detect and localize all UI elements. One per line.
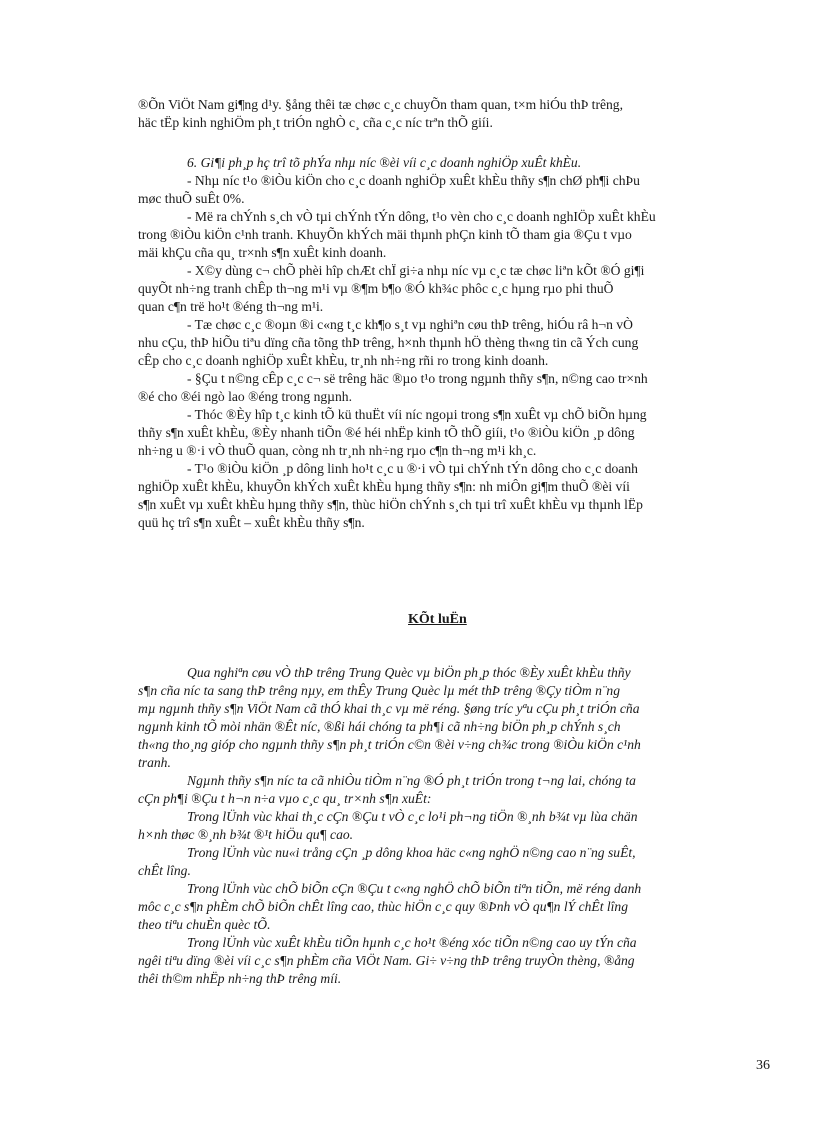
body-line: trong ®iÒu kiÖn c¹nh tranh. KhuyÕn khÝch mäi thµnh phÇn kinh tÕ tham gia ®Çu t vµo xyxy=(138,227,632,242)
body-line: s¶n xuÊt vµ xuÊt khÈu hµng thñy s¶n, thùc hiÖn chÝnh s¸ch tµi trî xuÊt khÈu vµ thµnh lËp xyxy=(138,497,643,512)
conclusion-line: Trong lÜnh vùc khai th¸c cÇn ®Çu t vÒ c¸c lo¹i ph¬ng tiÖn ®¸nh b¾t vµ lùa chän xyxy=(187,809,638,824)
body-line: - T¹o ®iÒu kiÖn ¸p dông linh ho¹t c¸c u ®·i vÒ tµi chÝnh tÝn dông cho c¸c doanh xyxy=(187,461,638,476)
conclusion-title: KÕt luËn xyxy=(408,612,467,627)
conclusion-line: s¶n cña níc ta sang thÞ trêng nµy, em thÊy Trung Quèc lµ mét thÞ trêng ®Çy tiÒm n¨ng xyxy=(138,683,621,698)
intro-line: ®Õn ViÖt Nam gi¶ng d¹y. §ång thêi tæ chøc c¸c chuyÕn tham quan, t×m hiÓu thÞ trêng, xyxy=(138,97,623,112)
body-line: quan c¶n trë ho¹t ®éng th¬ng m¹i. xyxy=(138,299,324,314)
body-line: mäi khÇu cña qu¸ tr×nh s¶n xuÊt kinh doanh. xyxy=(138,245,387,260)
body-line: - Thóc ®Èy hîp t¸c kinh tÕ kü thuËt víi níc ngoµi trong s¶n xuÊt vµ chÕ biÕn hµng xyxy=(187,407,647,422)
body-line: - §Çu t n©ng cÊp c¸c c¬ së trêng häc ®µo t¹o trong ngµnh thñy s¶n, n©ng cao tr×nh xyxy=(187,371,648,386)
conclusion-line: Qua nghiªn cøu vÒ thÞ trêng Trung Quèc vµ biÖn ph¸p thóc ®Èy xuÊt khÈu thñy xyxy=(187,665,631,680)
conclusion-line: thêi th©m nhËp nh÷ng thÞ trêng míi. xyxy=(138,971,342,986)
conclusion-line: h×nh thøc ®¸nh b¾t ®¹t hiÖu qu¶ cao. xyxy=(138,827,354,842)
conclusion-line: ngêi tiªu dïng ®èi víi c¸c s¶n phÈm cña ViÖt Nam. Gi÷ v÷ng thÞ trêng truyÒn thèng, ®ång xyxy=(138,953,635,968)
body-line: nh÷ng u ®·i vÒ thuÕ quan, còng nh tr¸nh nh÷ng rµo c¶n th¬ng m¹i kh¸c. xyxy=(138,443,537,458)
conclusion-line: Ngµnh thñy s¶n níc ta cã nhiÒu tiÒm n¨ng ®Ó ph¸t triÓn trong t¬ng lai, chóng ta xyxy=(187,773,636,788)
body-line: nhu cÇu, thÞ hiÕu tiªu dïng cña tõng thÞ trêng, h×nh thµnh hÖ thèng th«ng tin cã Ých cung xyxy=(138,335,639,350)
conclusion-line: Trong lÜnh vùc chÕ biÕn cÇn ®Çu t c«ng nghÖ chÕ biÕn tiªn tiÕn, më réng danh xyxy=(187,881,642,896)
intro-line: häc tËp kinh nghiÖm ph¸t triÓn nghÒ c¸ cña c¸c níc trªn thÕ giíi. xyxy=(138,115,493,130)
body-line: quü hç trî s¶n xuÊt – xuÊt khÈu thñy s¶n. xyxy=(138,515,365,530)
conclusion-line: Trong lÜnh vùc xuÊt khÈu tiÕn hµnh c¸c ho¹t ®éng xóc tiÕn n©ng cao uy tÝn cña xyxy=(187,935,637,950)
page-number: 36 xyxy=(756,1058,770,1073)
body-line: cÊp cho c¸c doanh nghiÖp xuÊt khÈu, tr¸nh nh÷ng rñi ro trong kinh doanh. xyxy=(138,353,549,368)
body-line: - Nhµ níc t¹o ®iÒu kiÖn cho c¸c doanh nghiÖp xuÊt khÈu thñy s¶n chØ ph¶i chÞu xyxy=(187,173,640,188)
conclusion-line: mµ ngµnh thñy s¶n ViÖt Nam cã thÓ khai th¸c vµ më réng. §øng tríc yªu cÇu ph¸t triÓn cña xyxy=(138,701,640,716)
conclusion-line: theo tiªu chuÈn quèc tÕ. xyxy=(138,917,271,932)
conclusion-line: chÊt lîng. xyxy=(138,863,191,878)
body-line: nghiÖp xuÊt khÈu, khuyÕn khÝch xuÊt khÈu hµng thñy s¶n: nh miÔn gi¶m thuÕ ®èi víi xyxy=(138,479,630,494)
body-line: quyÕt nh÷ng tranh chÊp th¬ng m¹i vµ ®¶m b¶o ®Ó kh¾c phôc c¸c hµng rµo phi thuÕ xyxy=(138,281,614,296)
conclusion-line: cÇn ph¶i ®Çu t h¬n n÷a vµo c¸c qu¸ tr×nh s¶n xuÊt: xyxy=(138,791,432,806)
body-line: - X©y dùng c¬ chÕ phèi hîp chÆt chÏ gi÷a nhµ níc vµ c¸c tæ chøc liªn kÕt ®Ó gi¶i xyxy=(187,263,645,278)
body-line: thñy s¶n xuÊt khÈu, ®Èy nhanh tiÕn ®é héi nhËp kinh tÕ thÕ giíi, t¹o ®iÒu kiÖn ¸p dông xyxy=(138,425,635,440)
body-line: - Tæ chøc c¸c ®oµn ®i c«ng t¸c kh¶o s¸t vµ nghiªn cøu thÞ trêng, hiÓu râ h¬n vÒ xyxy=(187,317,633,332)
body-line: ®é cho ®éi ngò lao ®éng trong ngµnh. xyxy=(138,389,352,404)
conclusion-line: Trong lÜnh vùc nu«i trång cÇn ¸p dông khoa häc c«ng nghÖ n©ng cao n¨ng suÊt, xyxy=(187,845,636,860)
conclusion-line: th«ng tho¸ng gióp cho ngµnh thñy s¶n ph¸t triÓn c©n ®èi v÷ng ch¾c trong ®iÒu kiÖn c¹nh xyxy=(138,737,641,752)
body-line: - Më ra chÝnh s¸ch vÒ tµi chÝnh tÝn dông, t¹o vèn cho c¸c doanh nghIÖp xuÊt khÈu xyxy=(187,209,656,224)
section-heading: 6. Gi¶i ph¸p hç trî tõ phÝa nhµ níc ®èi víi c¸c doanh nghiÖp xuÊt khÈu. xyxy=(187,155,582,170)
conclusion-line: ngµnh kinh tÕ mòi nhän ®Êt níc, ®ßi hái chóng ta ph¶i cã nh÷ng biÖn ph¸p chÝnh s¸ch xyxy=(138,719,621,734)
conclusion-line: môc c¸c s¶n phÈm chÕ biÕn chÊt lîng cao, thùc hiÖn c¸c quy ®Þnh vÒ qu¶n lÝ chÊt lîng xyxy=(138,899,629,914)
conclusion-line: tranh. xyxy=(138,755,171,770)
body-line: møc thuÕ suÊt 0%. xyxy=(138,191,245,206)
